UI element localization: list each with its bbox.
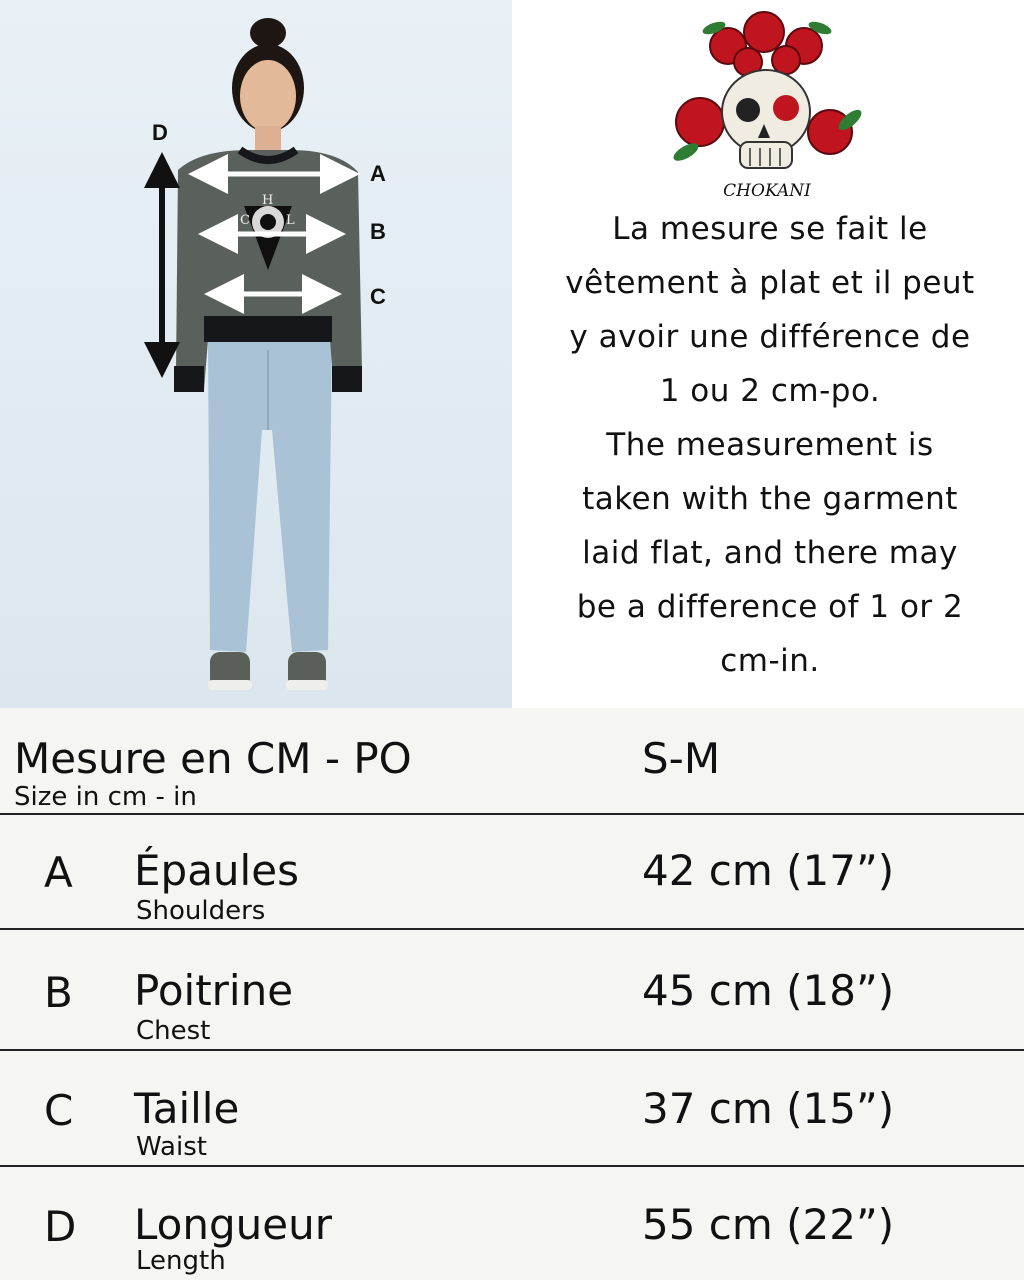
model-illustration xyxy=(0,0,512,708)
row-english: Length xyxy=(136,1246,226,1276)
note-line: cm-in. xyxy=(720,643,820,679)
row-letter: D xyxy=(44,1202,77,1251)
row-name: Poitrine xyxy=(134,966,294,1015)
table-header-subtitle: Size in cm - in xyxy=(14,782,197,812)
label-d: D xyxy=(152,120,168,145)
note-line: laid flat, and there may xyxy=(582,535,958,571)
row-letter: B xyxy=(44,968,73,1017)
row-english: Shoulders xyxy=(136,896,266,926)
table-header-size: S-M xyxy=(642,734,721,783)
row-value: 42 cm (17”) xyxy=(642,846,895,895)
note-line: be a difference of 1 or 2 xyxy=(576,589,964,625)
row-name: Épaules xyxy=(134,846,299,895)
label-c: C xyxy=(370,284,386,309)
size-table xyxy=(0,708,1024,1280)
row-value: 55 cm (22”) xyxy=(642,1200,895,1249)
table-header-title: Mesure en CM - PO xyxy=(14,734,412,783)
skull-with-roses-logo-icon xyxy=(664,2,870,206)
brand-wordmark: CHOKANI xyxy=(723,181,811,201)
row-letter: A xyxy=(44,848,73,897)
model-head xyxy=(232,18,304,152)
note-french xyxy=(528,202,1012,418)
label-b: B xyxy=(370,219,386,244)
jeans xyxy=(208,340,332,652)
note-line: vêtement à plat et il peut xyxy=(565,265,975,301)
label-a: A xyxy=(370,161,386,186)
row-name: Longueur xyxy=(134,1200,332,1249)
divider xyxy=(0,1049,1024,1051)
row-value: 45 cm (18”) xyxy=(642,966,895,1015)
row-value: 37 cm (15”) xyxy=(642,1084,895,1133)
divider xyxy=(0,813,1024,815)
note-line: y avoir une différence de xyxy=(569,319,971,355)
print-letter-h: H xyxy=(262,193,274,208)
note-line: taken with the garment xyxy=(582,481,958,517)
note-line: 1 ou 2 cm-po. xyxy=(659,373,881,409)
row-name: Taille xyxy=(134,1084,240,1133)
print-letter-l: L xyxy=(286,213,295,228)
row-english: Waist xyxy=(136,1132,207,1162)
sneakers xyxy=(208,652,328,690)
note-line: The measurement is xyxy=(606,427,934,463)
divider xyxy=(0,928,1024,930)
note-line: La mesure se fait le xyxy=(612,211,928,247)
note-english xyxy=(528,418,1012,688)
print-letter-c: C xyxy=(240,213,250,228)
row-english: Chest xyxy=(136,1016,211,1046)
product-photo xyxy=(0,0,512,708)
row-letter: C xyxy=(44,1086,74,1135)
divider xyxy=(0,1165,1024,1167)
